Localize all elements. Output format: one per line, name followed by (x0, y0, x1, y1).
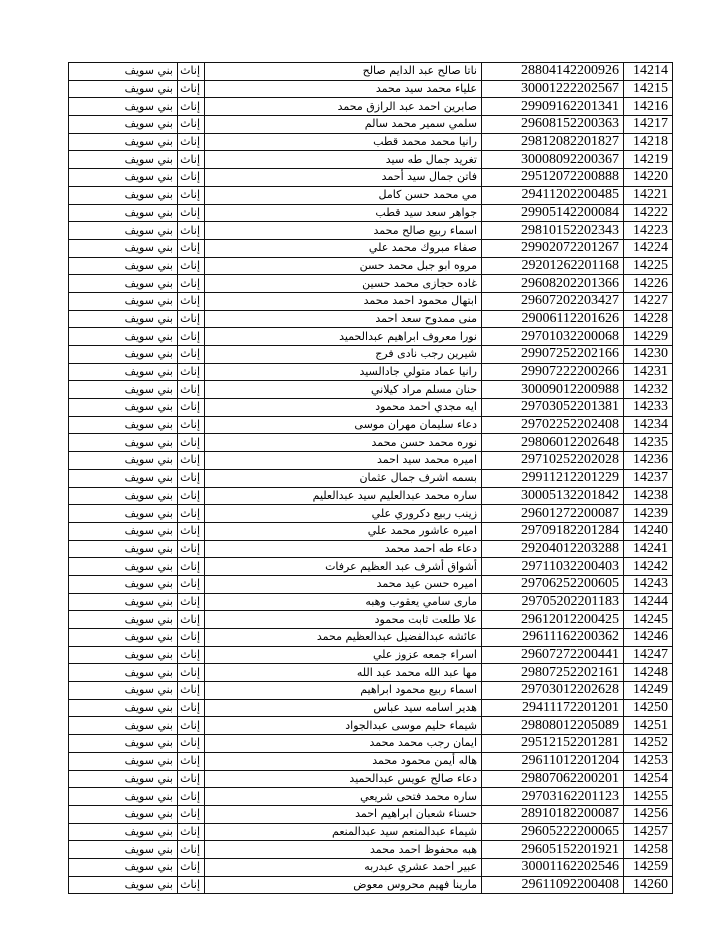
serial-number-cell: 14252 (624, 735, 673, 753)
name-cell: اسماء ربيع محمود ابراهيم (205, 682, 482, 700)
national-id-cell: 30009012200988 (482, 381, 624, 399)
name-cell: هاله أيمن محمود محمد (205, 752, 482, 770)
name-cell: هدير اسامه سيد عباس (205, 699, 482, 717)
name-cell: نورا معروف ابراهيم عبدالحميد (205, 328, 482, 346)
governorate-cell: بني سويف (69, 257, 178, 275)
governorate-cell: بني سويف (69, 770, 178, 788)
serial-number-cell: 14254 (624, 770, 673, 788)
serial-number-cell: 14251 (624, 717, 673, 735)
national-id-cell: 30008092200367 (482, 151, 624, 169)
serial-number-cell: 14245 (624, 611, 673, 629)
table-row (69, 399, 673, 417)
governorate-cell: بني سويف (69, 752, 178, 770)
gender-cell: إناث (178, 805, 205, 823)
table-row (69, 416, 673, 434)
gender-cell: إناث (178, 116, 205, 134)
name-cell: اميره عاشور محمد علي (205, 522, 482, 540)
name-cell: مي محمد حسن كامل (205, 186, 482, 204)
national-id-cell: 29905142200084 (482, 204, 624, 222)
gender-cell: إناث (178, 346, 205, 364)
gender-cell: إناث (178, 841, 205, 859)
name-cell: ساره محمد فتحى شريعي (205, 788, 482, 806)
national-id-cell: 29810152202343 (482, 222, 624, 240)
national-id-cell: 29705202201183 (482, 593, 624, 611)
serial-number-cell: 14234 (624, 416, 673, 434)
gender-cell: إناث (178, 664, 205, 682)
serial-number-cell: 14242 (624, 558, 673, 576)
national-id-cell: 29611162200362 (482, 629, 624, 647)
national-id-cell: 29703012202628 (482, 682, 624, 700)
national-id-cell: 29611092200408 (482, 876, 624, 894)
table-row (69, 841, 673, 859)
table-row (69, 717, 673, 735)
name-cell: صفاء مبروك محمد علي (205, 239, 482, 257)
national-id-cell: 29703052201381 (482, 399, 624, 417)
table-row (69, 735, 673, 753)
name-cell: تغريد جمال طه سيد (205, 151, 482, 169)
table-row (69, 63, 673, 81)
governorate-cell: بني سويف (69, 823, 178, 841)
governorate-cell: بني سويف (69, 292, 178, 310)
name-cell: ايمان رجب محمد محمد (205, 735, 482, 753)
serial-number-cell: 14244 (624, 593, 673, 611)
serial-number-cell: 14255 (624, 788, 673, 806)
governorate-cell: بني سويف (69, 522, 178, 540)
serial-number-cell: 14232 (624, 381, 673, 399)
serial-number-cell: 14231 (624, 363, 673, 381)
national-id-cell: 28804142200926 (482, 63, 624, 81)
serial-number-cell: 14229 (624, 328, 673, 346)
name-cell: علياء محمد سيد محمد (205, 80, 482, 98)
national-id-cell: 28910182200087 (482, 805, 624, 823)
name-cell: دعاء صالح عويس عبدالحميد (205, 770, 482, 788)
name-cell: منى ممدوح سعد احمد (205, 310, 482, 328)
serial-number-cell: 14228 (624, 310, 673, 328)
national-id-cell: 29605152201921 (482, 841, 624, 859)
name-cell: ايه مجدي احمد محمود (205, 399, 482, 417)
table-row (69, 788, 673, 806)
national-id-cell: 29808012205089 (482, 717, 624, 735)
governorate-cell: بني سويف (69, 133, 178, 151)
governorate-cell: بني سويف (69, 275, 178, 293)
name-cell: شيرين رجب نادى فرج (205, 346, 482, 364)
serial-number-cell: 14224 (624, 239, 673, 257)
gender-cell: إناث (178, 80, 205, 98)
table-row (69, 487, 673, 505)
serial-number-cell: 14223 (624, 222, 673, 240)
gender-cell: إناث (178, 363, 205, 381)
table-row (69, 611, 673, 629)
governorate-cell: بني سويف (69, 735, 178, 753)
serial-number-cell: 14259 (624, 858, 673, 876)
gender-cell: إناث (178, 186, 205, 204)
name-cell: فاتن جمال سيد أحمد (205, 169, 482, 187)
gender-cell: إناث (178, 770, 205, 788)
name-cell: نوره محمد حسن محمد (205, 434, 482, 452)
serial-number-cell: 14220 (624, 169, 673, 187)
governorate-cell: بني سويف (69, 841, 178, 859)
gender-cell: إناث (178, 222, 205, 240)
governorate-cell: بني سويف (69, 629, 178, 647)
governorate-cell: بني سويف (69, 222, 178, 240)
table-row (69, 328, 673, 346)
serial-number-cell: 14235 (624, 434, 673, 452)
national-id-cell: 29710252202028 (482, 452, 624, 470)
serial-number-cell: 14260 (624, 876, 673, 894)
governorate-cell: بني سويف (69, 363, 178, 381)
table-row (69, 858, 673, 876)
national-id-cell: 29411172201201 (482, 699, 624, 717)
name-cell: حسناء شعبان ابراهيم احمد (205, 805, 482, 823)
governorate-cell: بني سويف (69, 682, 178, 700)
serial-number-cell: 14227 (624, 292, 673, 310)
records-table-body (69, 63, 673, 894)
governorate-cell: بني سويف (69, 310, 178, 328)
gender-cell: إناث (178, 487, 205, 505)
serial-number-cell: 14218 (624, 133, 673, 151)
national-id-cell: 29911212201229 (482, 469, 624, 487)
name-cell: مها عبد الله محمد عبد الله (205, 664, 482, 682)
name-cell: مارى سامي يعقوب وهبه (205, 593, 482, 611)
serial-number-cell: 14225 (624, 257, 673, 275)
table-row (69, 116, 673, 134)
governorate-cell: بني سويف (69, 381, 178, 399)
name-cell: عبير احمد عشري عبدربه (205, 858, 482, 876)
name-cell: رانيا عماد متولي جادالسيد (205, 363, 482, 381)
table-row (69, 505, 673, 523)
name-cell: غاده حجازى محمد حسين (205, 275, 482, 293)
gender-cell: إناث (178, 292, 205, 310)
table-row (69, 80, 673, 98)
governorate-cell: بني سويف (69, 611, 178, 629)
gender-cell: إناث (178, 381, 205, 399)
gender-cell: إناث (178, 416, 205, 434)
name-cell: دعاء طه احمد محمد (205, 540, 482, 558)
serial-number-cell: 14221 (624, 186, 673, 204)
national-id-cell: 29605222200065 (482, 823, 624, 841)
governorate-cell: بني سويف (69, 80, 178, 98)
table-row (69, 682, 673, 700)
table-row (69, 133, 673, 151)
governorate-cell: بني سويف (69, 558, 178, 576)
table-row (69, 629, 673, 647)
name-cell: ساره محمد عبدالعليم سيد عبدالعليم (205, 487, 482, 505)
serial-number-cell: 14236 (624, 452, 673, 470)
table-row (69, 805, 673, 823)
governorate-cell: بني سويف (69, 805, 178, 823)
national-id-cell: 29608202201366 (482, 275, 624, 293)
serial-number-cell: 14247 (624, 646, 673, 664)
serial-number-cell: 14246 (624, 629, 673, 647)
governorate-cell: بني سويف (69, 788, 178, 806)
table-row (69, 363, 673, 381)
national-id-cell: 29706252200605 (482, 575, 624, 593)
gender-cell: إناث (178, 575, 205, 593)
national-id-cell: 29512152201281 (482, 735, 624, 753)
gender-cell: إناث (178, 629, 205, 647)
governorate-cell: بني سويف (69, 540, 178, 558)
name-cell: علا طلعت ثابت محمود (205, 611, 482, 629)
records-sheet (68, 62, 666, 894)
national-id-cell: 29607272200441 (482, 646, 624, 664)
table-row (69, 522, 673, 540)
gender-cell: إناث (178, 823, 205, 841)
serial-number-cell: 14215 (624, 80, 673, 98)
gender-cell: إناث (178, 876, 205, 894)
table-row (69, 98, 673, 116)
table-row (69, 540, 673, 558)
governorate-cell: بني سويف (69, 416, 178, 434)
governorate-cell: بني سويف (69, 186, 178, 204)
governorate-cell: بني سويف (69, 717, 178, 735)
serial-number-cell: 14256 (624, 805, 673, 823)
governorate-cell: بني سويف (69, 116, 178, 134)
table-row (69, 452, 673, 470)
governorate-cell: بني سويف (69, 239, 178, 257)
table-row (69, 823, 673, 841)
name-cell: بسمه اشرف جمال عثمان (205, 469, 482, 487)
table-row (69, 346, 673, 364)
national-id-cell: 29812082201827 (482, 133, 624, 151)
serial-number-cell: 14240 (624, 522, 673, 540)
national-id-cell: 29806012202648 (482, 434, 624, 452)
name-cell: مارينا فهيم محروس معوض (205, 876, 482, 894)
national-id-cell: 29703162201123 (482, 788, 624, 806)
table-row (69, 770, 673, 788)
governorate-cell: بني سويف (69, 434, 178, 452)
gender-cell: إناث (178, 133, 205, 151)
table-row (69, 169, 673, 187)
governorate-cell: بني سويف (69, 98, 178, 116)
gender-cell: إناث (178, 63, 205, 81)
national-id-cell: 29608152200363 (482, 116, 624, 134)
governorate-cell: بني سويف (69, 699, 178, 717)
serial-number-cell: 14219 (624, 151, 673, 169)
table-row (69, 292, 673, 310)
table-row (69, 575, 673, 593)
table-row (69, 239, 673, 257)
national-id-cell: 29411202200485 (482, 186, 624, 204)
national-id-cell: 29709182201284 (482, 522, 624, 540)
name-cell: جواهر سعد سيد قطب (205, 204, 482, 222)
table-row (69, 151, 673, 169)
gender-cell: إناث (178, 611, 205, 629)
governorate-cell: بني سويف (69, 452, 178, 470)
national-id-cell: 29807062200201 (482, 770, 624, 788)
table-row (69, 310, 673, 328)
governorate-cell: بني سويف (69, 328, 178, 346)
governorate-cell: بني سويف (69, 399, 178, 417)
serial-number-cell: 14241 (624, 540, 673, 558)
governorate-cell: بني سويف (69, 487, 178, 505)
serial-number-cell: 14226 (624, 275, 673, 293)
table-row (69, 186, 673, 204)
gender-cell: إناث (178, 788, 205, 806)
serial-number-cell: 14217 (624, 116, 673, 134)
name-cell: زينب ربيع دكروري علي (205, 505, 482, 523)
gender-cell: إناث (178, 239, 205, 257)
national-id-cell: 29907222200266 (482, 363, 624, 381)
name-cell: عائشه عبدالفضيل عبدالعظيم محمد (205, 629, 482, 647)
national-id-cell: 30005132201842 (482, 487, 624, 505)
national-id-cell: 29909162201341 (482, 98, 624, 116)
gender-cell: إناث (178, 752, 205, 770)
records-table (68, 62, 673, 894)
serial-number-cell: 14238 (624, 487, 673, 505)
gender-cell: إناث (178, 646, 205, 664)
serial-number-cell: 14214 (624, 63, 673, 81)
national-id-cell: 30001162202546 (482, 858, 624, 876)
national-id-cell: 29907252202166 (482, 346, 624, 364)
serial-number-cell: 14216 (624, 98, 673, 116)
governorate-cell: بني سويف (69, 858, 178, 876)
gender-cell: إناث (178, 399, 205, 417)
gender-cell: إناث (178, 204, 205, 222)
gender-cell: إناث (178, 257, 205, 275)
table-row (69, 752, 673, 770)
serial-number-cell: 14250 (624, 699, 673, 717)
table-row (69, 558, 673, 576)
table-row (69, 469, 673, 487)
gender-cell: إناث (178, 735, 205, 753)
national-id-cell: 29607202203427 (482, 292, 624, 310)
serial-number-cell: 14239 (624, 505, 673, 523)
governorate-cell: بني سويف (69, 664, 178, 682)
gender-cell: إناث (178, 310, 205, 328)
name-cell: مروه ابو جبل محمد حسن (205, 257, 482, 275)
name-cell: شيماء حليم موسى عبدالجواد (205, 717, 482, 735)
table-row (69, 876, 673, 894)
national-id-cell: 29701032200068 (482, 328, 624, 346)
serial-number-cell: 14257 (624, 823, 673, 841)
name-cell: اميره محمد سيد احمد (205, 452, 482, 470)
table-row (69, 593, 673, 611)
name-cell: سلمي سمير محمد سالم (205, 116, 482, 134)
table-row (69, 699, 673, 717)
table-row (69, 257, 673, 275)
national-id-cell: 29807252202161 (482, 664, 624, 682)
gender-cell: إناث (178, 469, 205, 487)
national-id-cell: 29711032200403 (482, 558, 624, 576)
national-id-cell: 29612012200425 (482, 611, 624, 629)
national-id-cell: 29006112201626 (482, 310, 624, 328)
gender-cell: إناث (178, 593, 205, 611)
table-row (69, 222, 673, 240)
table-row (69, 275, 673, 293)
gender-cell: إناث (178, 682, 205, 700)
governorate-cell: بني سويف (69, 63, 178, 81)
name-cell: أشواق أشرف عبد العظيم عرفات (205, 558, 482, 576)
gender-cell: إناث (178, 505, 205, 523)
gender-cell: إناث (178, 540, 205, 558)
governorate-cell: بني سويف (69, 646, 178, 664)
gender-cell: إناث (178, 858, 205, 876)
name-cell: اسراء جمعه عزوز علي (205, 646, 482, 664)
name-cell: رانيا محمد محمد قطب (205, 133, 482, 151)
gender-cell: إناث (178, 275, 205, 293)
name-cell: شيماء عبدالمنعم سيد عبدالمنعم (205, 823, 482, 841)
national-id-cell: 29201262201168 (482, 257, 624, 275)
governorate-cell: بني سويف (69, 876, 178, 894)
gender-cell: إناث (178, 717, 205, 735)
gender-cell: إناث (178, 169, 205, 187)
name-cell: صابرين احمد عبد الرازق محمد (205, 98, 482, 116)
serial-number-cell: 14253 (624, 752, 673, 770)
table-row (69, 204, 673, 222)
serial-number-cell: 14249 (624, 682, 673, 700)
gender-cell: إناث (178, 328, 205, 346)
name-cell: حنان مسلم مراد كيلاني (205, 381, 482, 399)
national-id-cell: 29611012201204 (482, 752, 624, 770)
national-id-cell: 29512072200888 (482, 169, 624, 187)
name-cell: دعاء سليمان مهران موسى (205, 416, 482, 434)
governorate-cell: بني سويف (69, 204, 178, 222)
serial-number-cell: 14243 (624, 575, 673, 593)
name-cell: اسماء ربيع صالح محمد (205, 222, 482, 240)
national-id-cell: 30001222202567 (482, 80, 624, 98)
gender-cell: إناث (178, 151, 205, 169)
governorate-cell: بني سويف (69, 575, 178, 593)
serial-number-cell: 14222 (624, 204, 673, 222)
governorate-cell: بني سويف (69, 505, 178, 523)
name-cell: اميره حسن عيد محمد (205, 575, 482, 593)
gender-cell: إناث (178, 699, 205, 717)
table-row (69, 646, 673, 664)
national-id-cell: 29601272200087 (482, 505, 624, 523)
table-row (69, 434, 673, 452)
serial-number-cell: 14237 (624, 469, 673, 487)
national-id-cell: 29902072201267 (482, 239, 624, 257)
governorate-cell: بني سويف (69, 169, 178, 187)
table-row (69, 664, 673, 682)
serial-number-cell: 14230 (624, 346, 673, 364)
serial-number-cell: 14258 (624, 841, 673, 859)
serial-number-cell: 14248 (624, 664, 673, 682)
gender-cell: إناث (178, 558, 205, 576)
governorate-cell: بني سويف (69, 469, 178, 487)
gender-cell: إناث (178, 452, 205, 470)
gender-cell: إناث (178, 434, 205, 452)
name-cell: ناتا صالح عبد الدايم صالح (205, 63, 482, 81)
serial-number-cell: 14233 (624, 399, 673, 417)
national-id-cell: 29204012203288 (482, 540, 624, 558)
name-cell: ابتهال محمود احمد محمد (205, 292, 482, 310)
governorate-cell: بني سويف (69, 346, 178, 364)
governorate-cell: بني سويف (69, 151, 178, 169)
name-cell: هبه محفوظ احمد محمد (205, 841, 482, 859)
table-row (69, 381, 673, 399)
gender-cell: إناث (178, 98, 205, 116)
governorate-cell: بني سويف (69, 593, 178, 611)
national-id-cell: 29702252202408 (482, 416, 624, 434)
gender-cell: إناث (178, 522, 205, 540)
